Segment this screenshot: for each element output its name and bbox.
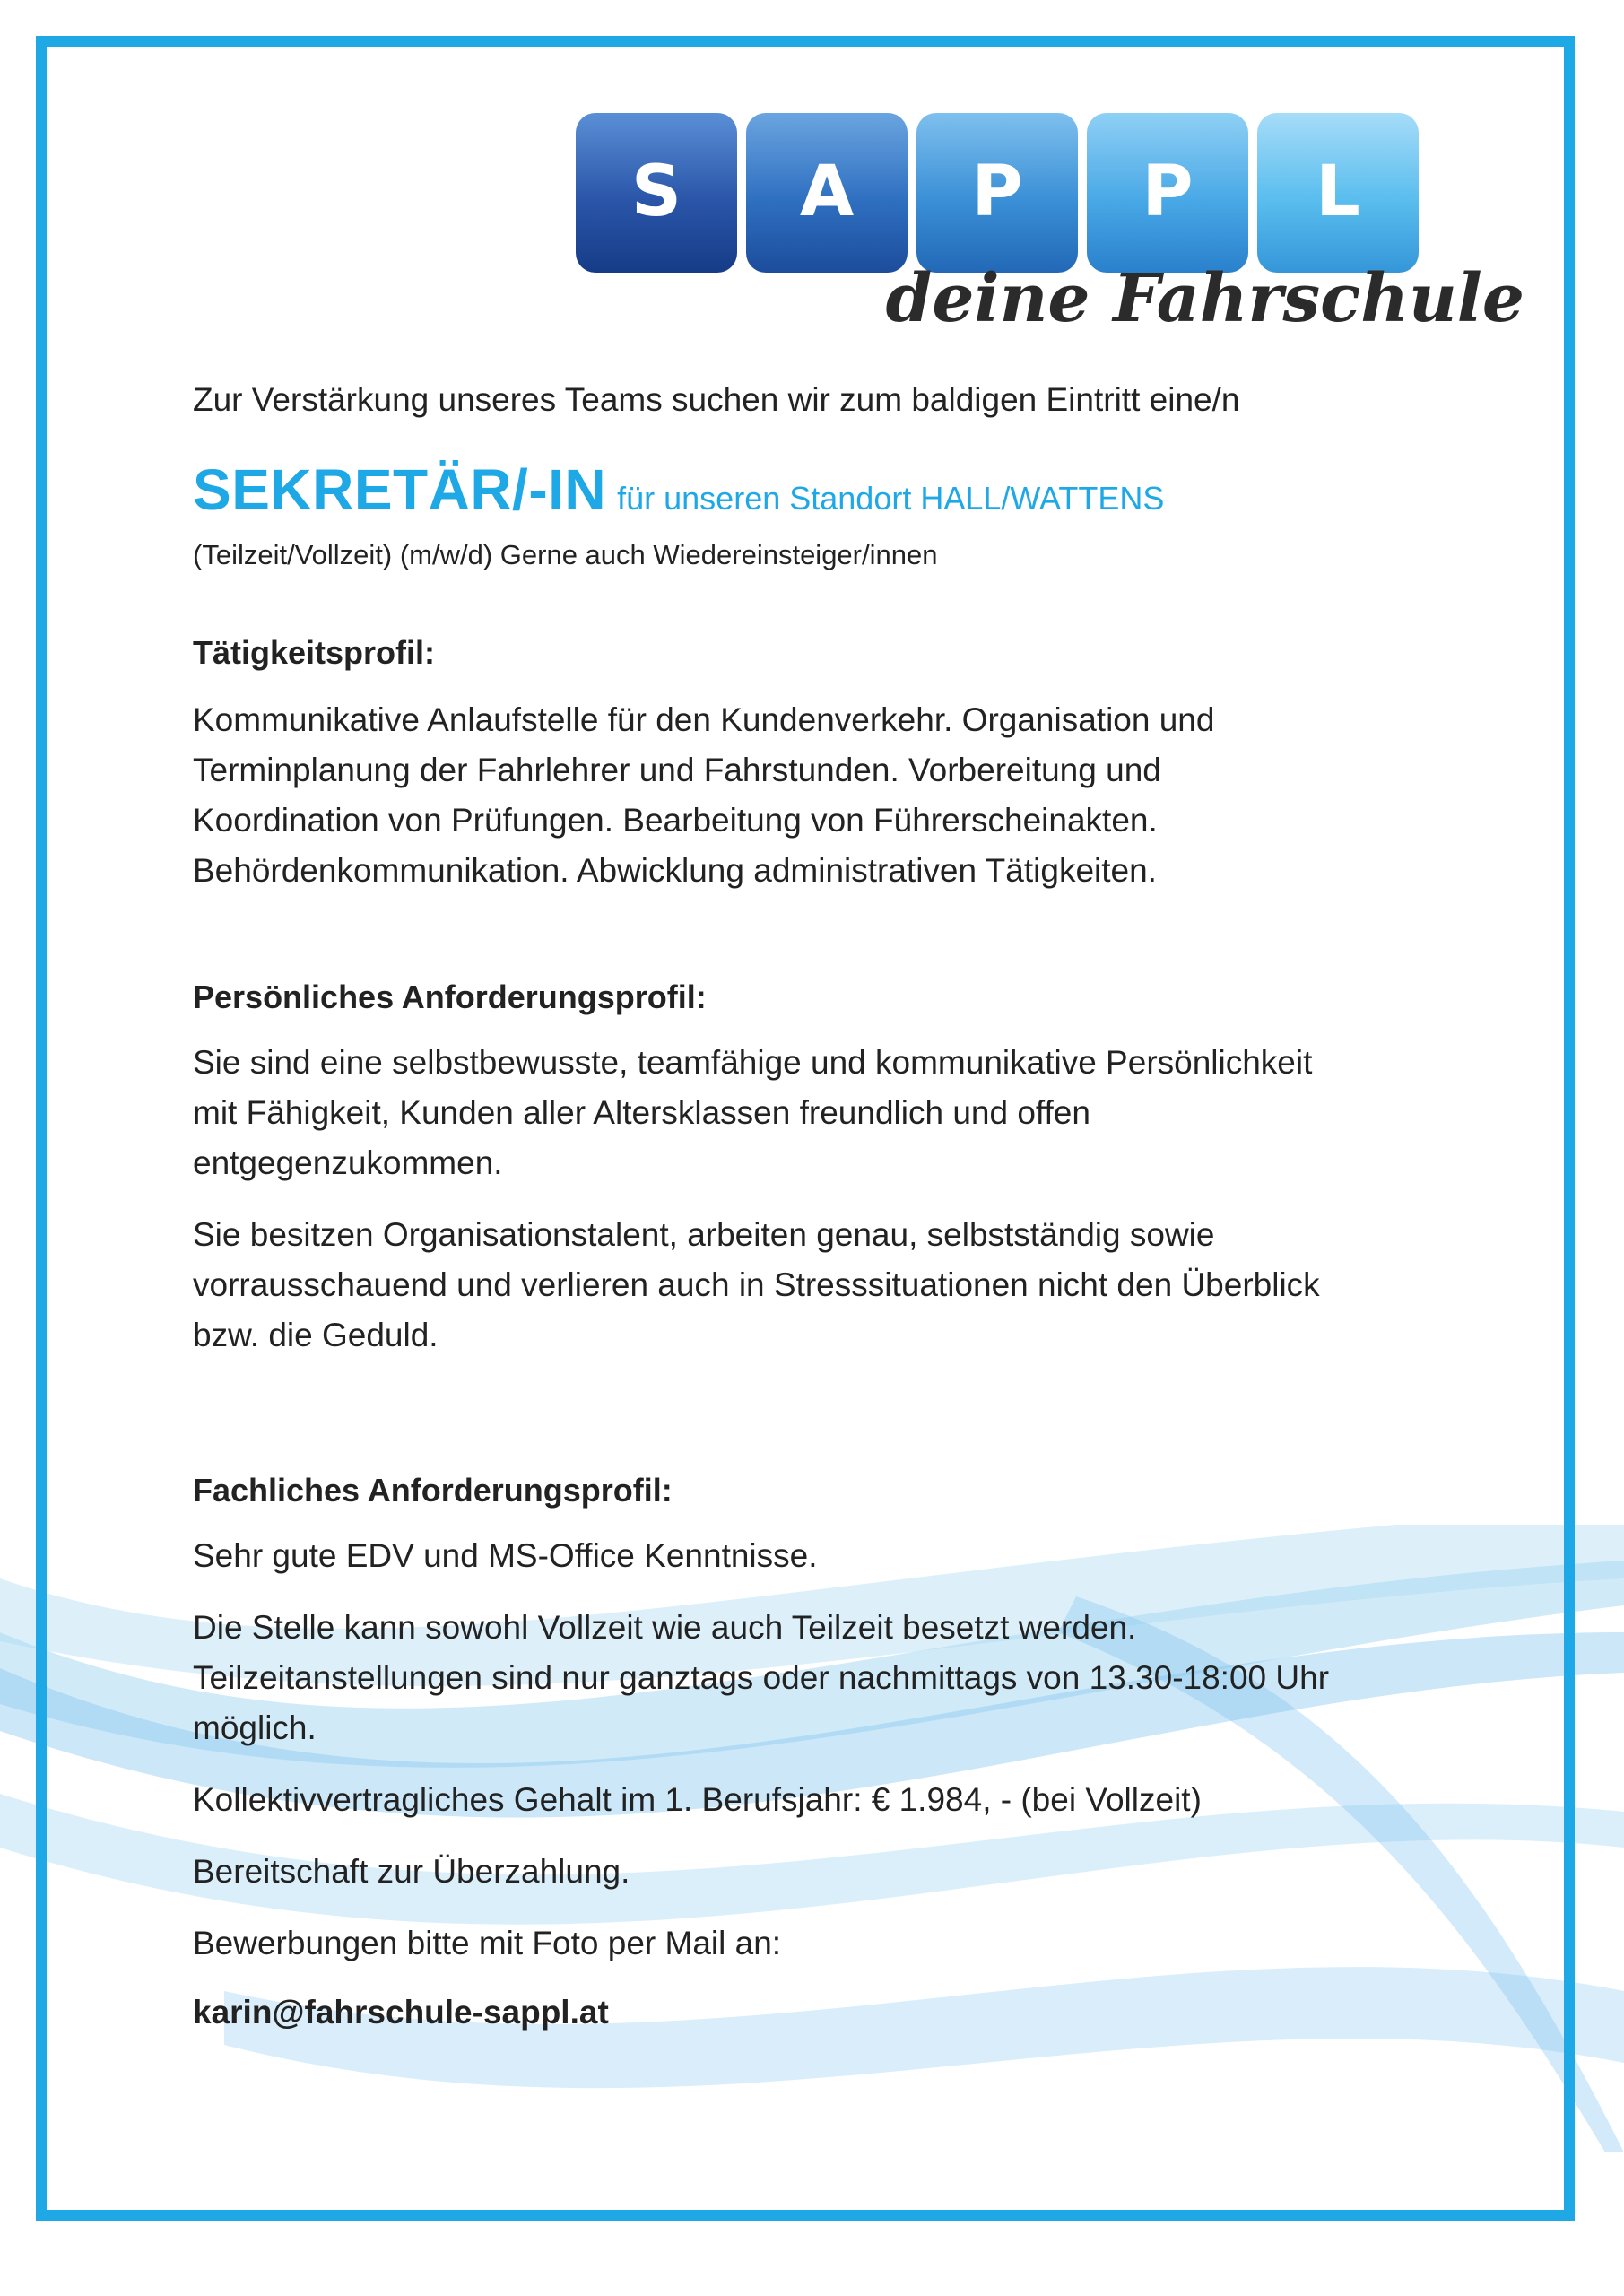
apply-text: Bewerbungen bitte mit Foto per Mail an:: [193, 1925, 782, 1961]
activity-text: [193, 695, 1448, 896]
job-tags: (Teilzeit/Vollzeit) (m/w/d) Gerne auch Wiedereinsteiger/innen: [193, 539, 938, 570]
text-line: Sie besitzen Organisationstalent, arbeiten genau, selbstständig sowie: [193, 1216, 1215, 1253]
logo-letter: L: [1316, 152, 1360, 232]
heading-activity: Tätigkeitsprofil:: [193, 634, 436, 671]
personal-text-1: [193, 1038, 1448, 1188]
job-location: für unseren Standort HALL/WATTENS: [617, 480, 1165, 517]
text-line: Koordination von Prüfungen. Bearbeitung von Führerscheinakten.: [193, 802, 1158, 839]
logo-tagline: deine Fahrschule: [885, 260, 1524, 337]
text-line: Sie sind eine selbstbewusste, teamfähige und kommunikative Persönlichkeit: [193, 1044, 1313, 1081]
text-line: bzw. die Geduld.: [193, 1317, 439, 1353]
text-line: möglich.: [193, 1709, 317, 1746]
edv-text: Sehr gute EDV und MS-Office Kenntnisse.: [193, 1537, 818, 1574]
overpay-text: Bereitschaft zur Überzahlung.: [193, 1853, 630, 1890]
heading-professional: Fachliches Anforderungsprofil:: [193, 1472, 673, 1509]
job-title-row: [193, 457, 1448, 523]
text-line: mit Fähigkeit, Kunden aller Altersklassen freundlich und offen: [193, 1094, 1090, 1131]
personal-text-2: [193, 1210, 1448, 1361]
job-title: SEKRETÄR/-IN: [193, 457, 607, 522]
text-line: Behördenkommunikation. Abwicklung administrativen Tätigkeiten.: [193, 852, 1157, 889]
text-line: Terminplanung der Fahrlehrer und Fahrstunden. Vorbereitung und: [193, 752, 1161, 788]
text-line: Teilzeitanstellungen sind nur ganztags oder nachmittags von 13.30-18:00 Uhr: [193, 1659, 1330, 1696]
logo-letter: S: [630, 152, 682, 232]
logo-letter: A: [799, 152, 855, 232]
sappl-logo: [574, 108, 1533, 341]
text-line: vorrausschauend und verlieren auch in Stresssituationen nicht den Überblick: [193, 1266, 1320, 1303]
professional-text: [193, 1603, 1448, 1753]
logo-letter: P: [1142, 152, 1194, 232]
heading-personal: Persönliches Anforderungsprofil:: [193, 978, 707, 1015]
logo-letter: P: [971, 152, 1023, 232]
text-line: entgegenzukommen.: [193, 1144, 503, 1181]
text-line: Die Stelle kann sowohl Vollzeit wie auch Teilzeit besetzt werden.: [193, 1609, 1137, 1646]
text-line: Kommunikative Anlaufstelle für den Kundenverkehr. Organisation und: [193, 701, 1215, 738]
intro-text: Zur Verstärkung unseres Teams suchen wir zum baldigen Eintritt eine/n: [193, 381, 1240, 418]
job-posting: [193, 381, 1448, 2031]
contact-email[interactable]: karin@fahrschule-sappl.at: [193, 1994, 609, 2031]
salary-text: Kollektivvertragliches Gehalt im 1. Berufsjahr: € 1.984, - (bei Vollzeit): [193, 1781, 1202, 1818]
